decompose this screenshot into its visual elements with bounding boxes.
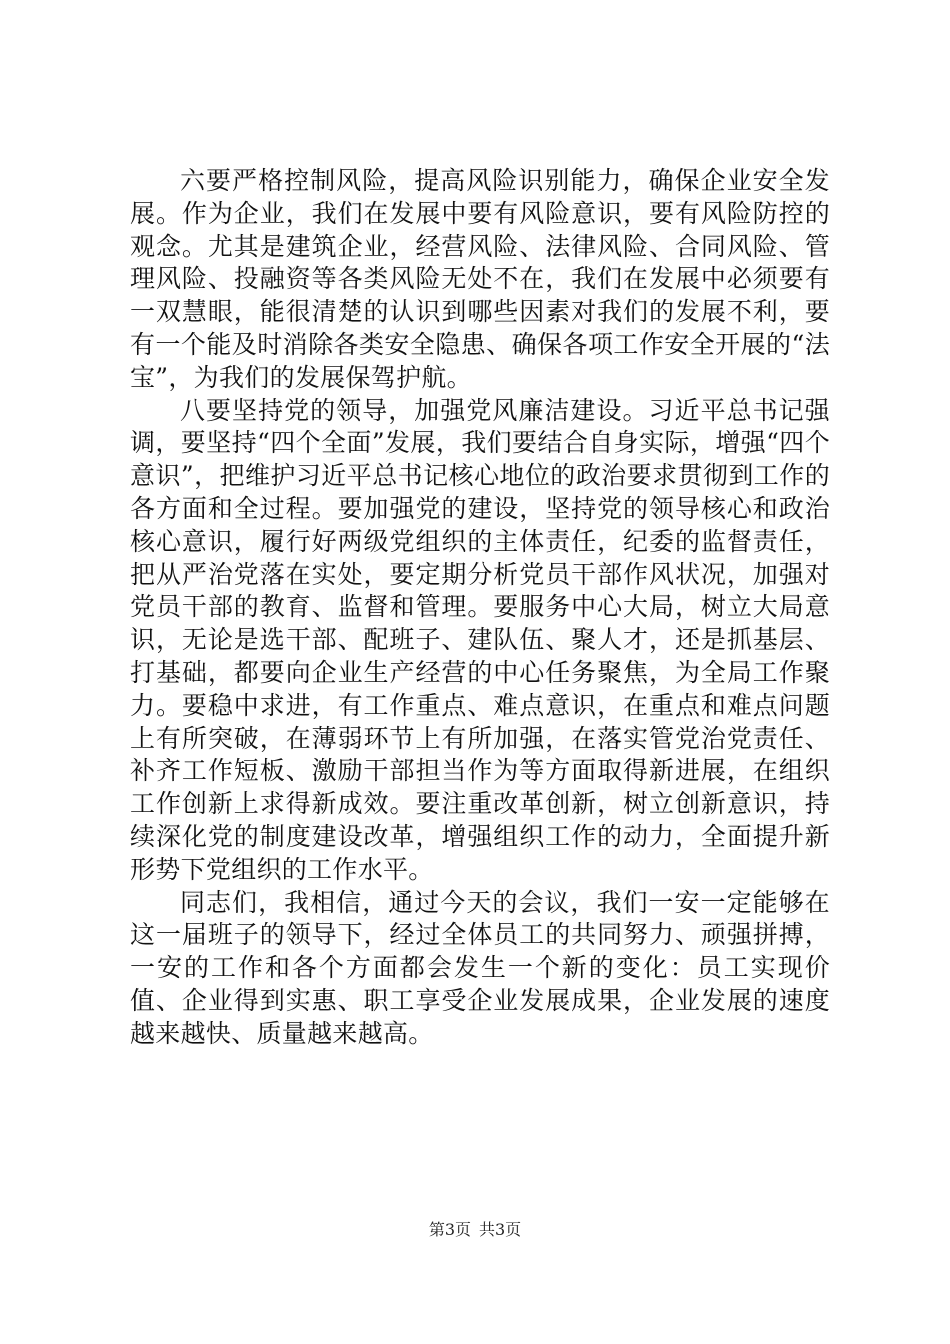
page-number-current: 第3页 — [428, 1220, 471, 1239]
page-footer — [0, 1220, 950, 1240]
page-number-total: 共3页 — [479, 1220, 522, 1239]
paragraph-risk-control: 六要严格控制风险，提高风险识别能力，确保企业安全发展。作为企业，我们在发展中要有风险意识，要有风险防控的观念。尤其是建筑企业，经营风险、法律风险、合同风险、管理风险、投融资等各类风险无处不在，我们在发展中必须要有一双慧眼，能很清楚的认识到哪些因素对我们的发展不利，要有一个能及时消除各类安全隐患、确保各项工作安全开展的“法宝”，为我们的发展保驾护航。 — [130, 166, 830, 392]
document-body — [130, 165, 830, 1051]
paragraph-closing: 同志们，我相信，通过今天的会议，我们一安一定能够在这一届班子的领导下，经过全体员工的共同努力、顽强拼搏，一安的工作和各个方面都会发生一个新的变化：员工实现价值、企业得到实惠、职工享受企业发展成果，企业发展的速度越来越快、质量越来越高。 — [130, 887, 830, 1048]
paragraph-party-leadership: 八要坚持党的领导，加强党风廉洁建设。习近平总书记强调，要坚持“四个全面”发展，我们要结合自身实际，增强“四个意识”，把维护习近平总书记核心地位的政治要求贯彻到工作的各方面和全过程。要加强党的建设，坚持党的领导核心和政治核心意识，履行好两级党组织的主体责任，纪委的监督责任，把从严治党落在实处，要定期分析党员干部作风状况，加强对党员干部的教育、监督和管理。要服务中心大局，树立大局意识，无论是选干部、配班子、建队伍、聚人才，还是抓基层、打基础，都要向企业生产经营的中心任务聚焦，为全局工作聚力。要稳中求进，有工作重点、难点意识，在重点和难点问题上有所突破，在薄弱环节上有所加强，在落实管党治党责任、补齐工作短板、激励干部担当作为等方面取得新进展，在组织工作创新上求得新成效。要注重改革创新，树立创新意识，持续深化党的制度建设改革，增强组织工作的动力，全面提升新形势下党组织的工作水平。 — [130, 395, 830, 884]
